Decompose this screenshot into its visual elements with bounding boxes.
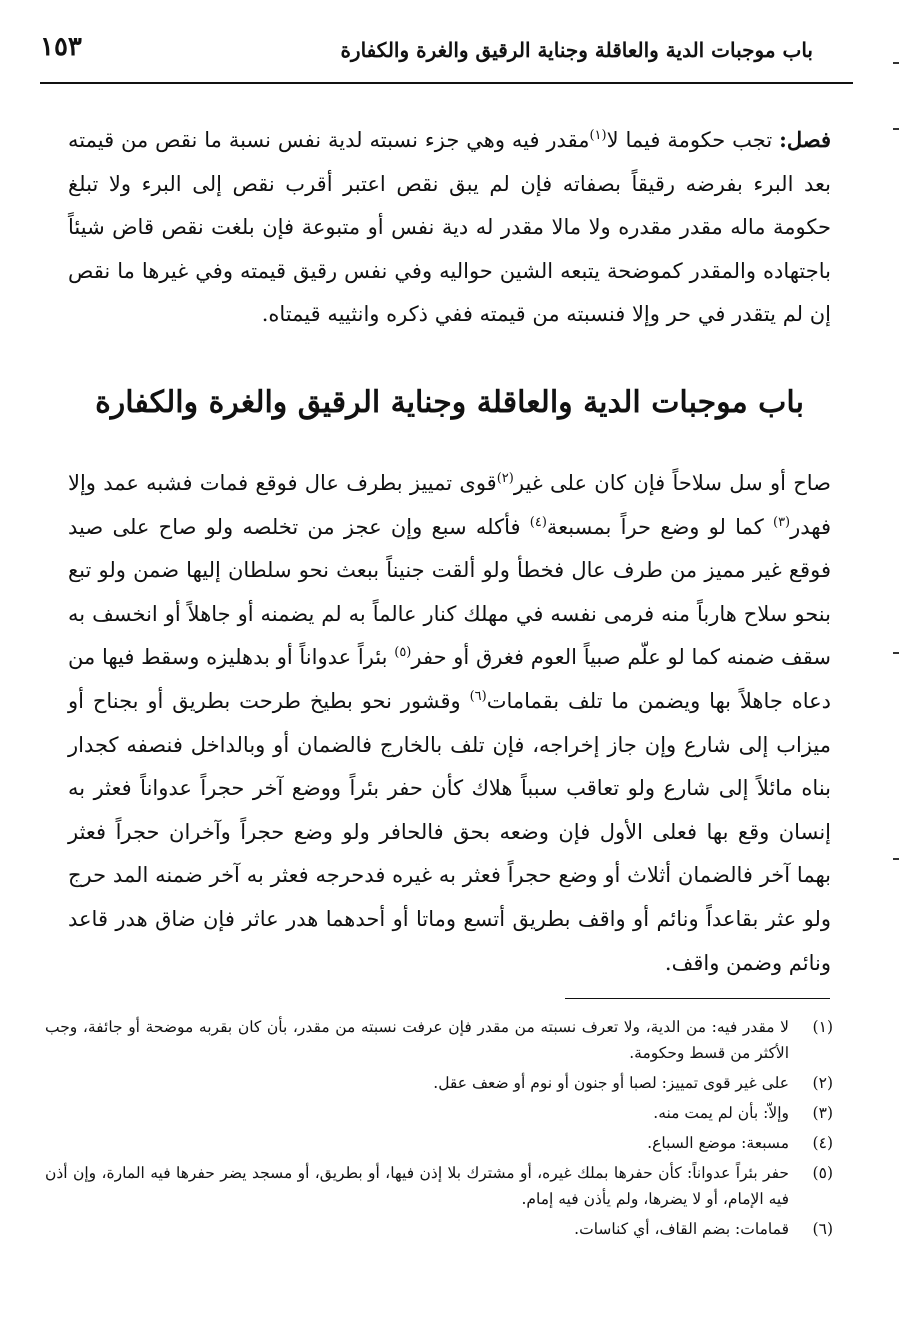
scan-edge-mark: [893, 652, 899, 654]
footnote-number: (١): [812, 1018, 833, 1036]
footnote-number: (٢): [812, 1074, 833, 1092]
footnote-text: حفر بئراً عدواناً: كأن حفرها بملك غيره، أو مشترك بلا إذن فيها، أو بطريق، أو مسجد يضر حفرها فيه المارة، وإن أذن فيه الإمام، أو لا يضرها، ولم يأذن فيه إمام.: [45, 1164, 789, 1208]
chapter-title: باب موجبات الدية والعاقلة وجناية الرقيق والغرة والكفارة: [95, 385, 804, 420]
footnote-item: [45, 1216, 833, 1242]
footnote-text: وإلاّ: بأن لم يمت منه.: [653, 1104, 789, 1122]
footnotes-list: [45, 1014, 833, 1246]
footnote-ref[interactable]: (٤): [529, 514, 547, 530]
main-text-part: صاح أو سل سلاحاً فإن كان على غير: [513, 471, 831, 495]
footnote-text: قمامات: بضم القاف، أي كناسات.: [574, 1220, 789, 1238]
footnote-ref[interactable]: (١): [589, 128, 607, 143]
footnote-item: [45, 1070, 833, 1096]
fasl-paragraph: [68, 118, 831, 337]
main-text-part: وقشور نحو بطيخ طرحت بطريق أو بجناح أو ميزاب إلى شارع وإن جاز إخراجه، فإن تلف بالخارج فالضمان أو وبالداخل فنصفه كجدار بناه مائلاً إلى شارع ولو تعاقب سبباً هلاك كأن حفر بئراً ووضع آخر حجراً عدواناً فعثر به إنسان وقع بها فعلى الأول فإن وضعه بحق فالحافر ولو وضع حجراً وآخران حجراً فعثر بهما آخر فالضمان أثلاث أو وضع حجراً فعثر به غيره فدحرجه فعثر به آخر ضمنه المد حرج ولو عثر بقاعداً ونائم أو واقف بطريق أتسع وماتا أو أحدهما هدر عاثر فإن ضاق هدر قاعد ونائم وضمن واقف.: [68, 688, 831, 975]
scan-edge-mark: [893, 128, 899, 130]
main-text-part: بئراً عدواناً أو بدهليزه وسقط فيها من دعاه جاهلاً بها ويضمن ما تلف بقمامات: [68, 645, 832, 713]
scan-edge-mark: [893, 858, 899, 860]
footnote-ref[interactable]: (٦): [469, 688, 487, 704]
running-title: باب موجبات الدية والعاقلة وجناية الرقيق والغرة والكفارة: [340, 38, 813, 62]
scan-edge-mark: [893, 62, 899, 64]
footnote-number: (٦): [812, 1220, 833, 1238]
main-text-part: كما لو وضع حراً بمسبعة: [546, 514, 764, 539]
footnote-ref[interactable]: (٢): [496, 471, 514, 486]
footnote-number: (٥): [812, 1164, 833, 1182]
footnote-item: [45, 1014, 833, 1066]
footnote-text: على غير قوى تمييز: لصبا أو جنون أو نوم أو ضعف عقل.: [433, 1074, 789, 1092]
main-text-part: فأكله سبع وإن عجز من تخلصه ولو صاح على صيد فوقع غير مميز من طرف عال فخطأ ولو ألقت جنيناً ببعث نحو سلطان إليها ضمن ولو تبع بنحو سلاح هارباً منه فرمى نفسه في مهلك كنار عالماً به لم يضمنه أو جاهلاً أو انخسف به سقف ضمنه كما لو علّم صبياً العوم فغرق أو حفر: [68, 514, 831, 670]
footnote-number: (٣): [812, 1104, 833, 1122]
fasl-text-part: تجب حكومة فيما لا: [606, 128, 773, 152]
footnote-item: [45, 1100, 833, 1126]
fasl-heading: فصل:: [779, 127, 832, 152]
footnote-number: (٤): [812, 1134, 833, 1152]
footnote-item: [45, 1130, 833, 1156]
page-number: ١٥٣: [40, 32, 82, 62]
footnote-ref[interactable]: (٣): [772, 514, 791, 530]
header-rule: [40, 82, 853, 84]
footnote-item: [45, 1160, 833, 1212]
main-paragraph: [68, 462, 831, 985]
footnote-text: لا مقدر فيه: من الدية، ولا تعرف نسبته من مقدر فإن عرفت نسبته من مقدر، بأن كان بقربه موضحة أو جائفة، وجب الأكثر من قسط وحكومة.: [45, 1018, 789, 1062]
main-text-part: قوى تمييز بطرف عال فوقع فمات فشبه عمد وإلا فهدر: [68, 471, 832, 539]
fasl-text-part: مقدر فيه وهي جزء نسبته لدية نفس نسبة ما نقص من قيمته بعد البرء بفرضه رقيقاً بصفاته فإن لم يبق نقص اعتبر أقرب نقص إلى البرء ولا تبلغ حكومة ماله مقدر مقدره ولا مالا مقدر له دية نفس أو متبوعة فإن بلغت نقص قاض شيئاً باجتهاده والمقدر كموضحة يتبعه الشين حواليه وفي نفس رقيق قيمته وفي غيرها ما نقص إن لم يتقدر في حر وإلا فنسبته من قيمته ففي ذكره وانثييه قيمتاه.: [68, 128, 831, 326]
footnote-text: مسبعة: موضع السباع.: [647, 1134, 789, 1152]
footnote-separator: [565, 998, 830, 999]
footnote-ref[interactable]: (٥): [394, 645, 412, 661]
